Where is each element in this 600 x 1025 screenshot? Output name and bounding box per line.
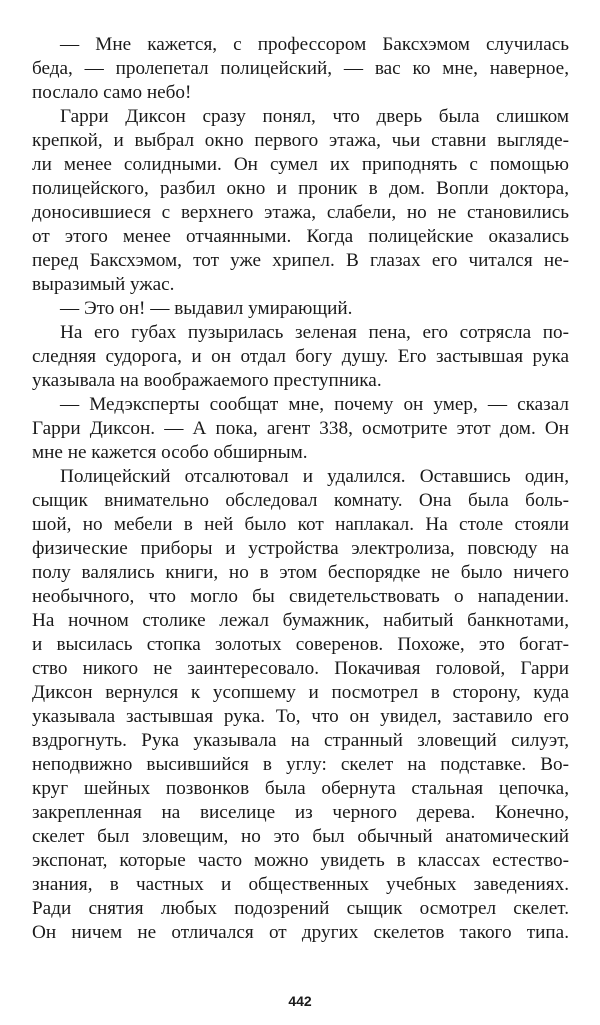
text-line: перед Баксхэмом, тот уже хрипел. В глазах его читался не-: [32, 250, 569, 271]
text-line: знания, в частных и общественных учебных заведениях.: [32, 874, 569, 895]
text-line: ли менее солидными. Он сумел их приподнять с помощью: [32, 154, 569, 175]
text-line: шой, но мебели в ней было кот наплакал. На столе стояли: [32, 514, 569, 535]
text-line: выразимый ужас.: [32, 274, 175, 295]
text-line: На его губах пузырилась зеленая пена, его сотрясла по-: [60, 322, 569, 343]
text-line: полицейского, разбил окно и проник в дом. Вопли доктора,: [32, 178, 569, 199]
text-line: полу валялись книги, но в этом беспорядке не было ничего: [32, 562, 569, 583]
text-line: Диксон вернулся к усопшему и посмотрел в сторону, куда: [32, 682, 569, 703]
text-line: доносившиеся с верхнего этажа, слабели, но не становились: [32, 202, 569, 223]
text-line: необычного, что могло бы свидетельствовать о нападении.: [32, 586, 569, 607]
text-line: Ради снятия любых подозрений сыщик осмотрел скелет.: [32, 898, 569, 919]
text-line: крепкой, и выбрал окно первого этажа, чьи ставни выгляде-: [32, 130, 569, 151]
text-line: беда, — пролепетал полицейский, — вас ко мне, наверное,: [32, 58, 569, 79]
text-line: указывала застывшая рука. То, что он увидел, заставило его: [32, 706, 569, 727]
text-line: — Это он! — выдавил умирающий.: [60, 298, 353, 319]
text-line: — Мне кажется, с профессором Баксхэмом случилась: [60, 34, 569, 55]
text-line: экспонат, которые часто можно увидеть в классах естество-: [32, 850, 569, 871]
text-line: сыщик внимательно обследовал комнату. Она была боль-: [32, 490, 569, 511]
text-line: мне не кажется особо обширным.: [32, 442, 308, 463]
text-line: Полицейский отсалютовал и удалился. Оставшись один,: [60, 466, 569, 487]
text-line: от этого менее отчаянными. Когда полицейские оказались: [32, 226, 569, 247]
text-line: Гарри Диксон сразу понял, что дверь была слишком: [60, 106, 569, 127]
text-line: скелет был зловещим, но это был обычный анатомический: [32, 826, 569, 847]
text-line: круг шейных позвонков была обернута стальная цепочка,: [32, 778, 569, 799]
text-line: следняя судорога, и он отдал богу душу. Его застывшая рука: [32, 346, 569, 367]
text-line: — Медэксперты сообщат мне, почему он умер, — сказал: [60, 394, 569, 415]
text-line: закрепленная на виселице из черного дерева. Конечно,: [32, 802, 569, 823]
text-line: Он ничем не отличался от других скелетов такого типа.: [32, 922, 569, 943]
text-line: послало само небо!: [32, 82, 192, 103]
page-number: 442: [288, 993, 312, 1009]
text-line: вздрогнуть. Рука указывала на странный зловещий силуэт,: [32, 730, 569, 751]
text-line: ство никого не заинтересовало. Покачивая головой, Гарри: [32, 658, 569, 679]
text-line: На ночном столике лежал бумажник, набитый банкнотами,: [32, 610, 569, 631]
text-line: неподвижно высившийся в углу: скелет на подставке. Во-: [32, 754, 569, 775]
book-page-text: [32, 33, 569, 945]
text-line: физические приборы и устройства электролиза, повсюду на: [32, 538, 569, 559]
text-line: Гарри Диксон. — А пока, агент 338, осмотрите этот дом. Он: [32, 418, 569, 439]
text-line: указывала на воображаемого преступника.: [32, 370, 382, 391]
text-line: и высилась стопка золотых соверенов. Похоже, это богат-: [32, 634, 569, 655]
